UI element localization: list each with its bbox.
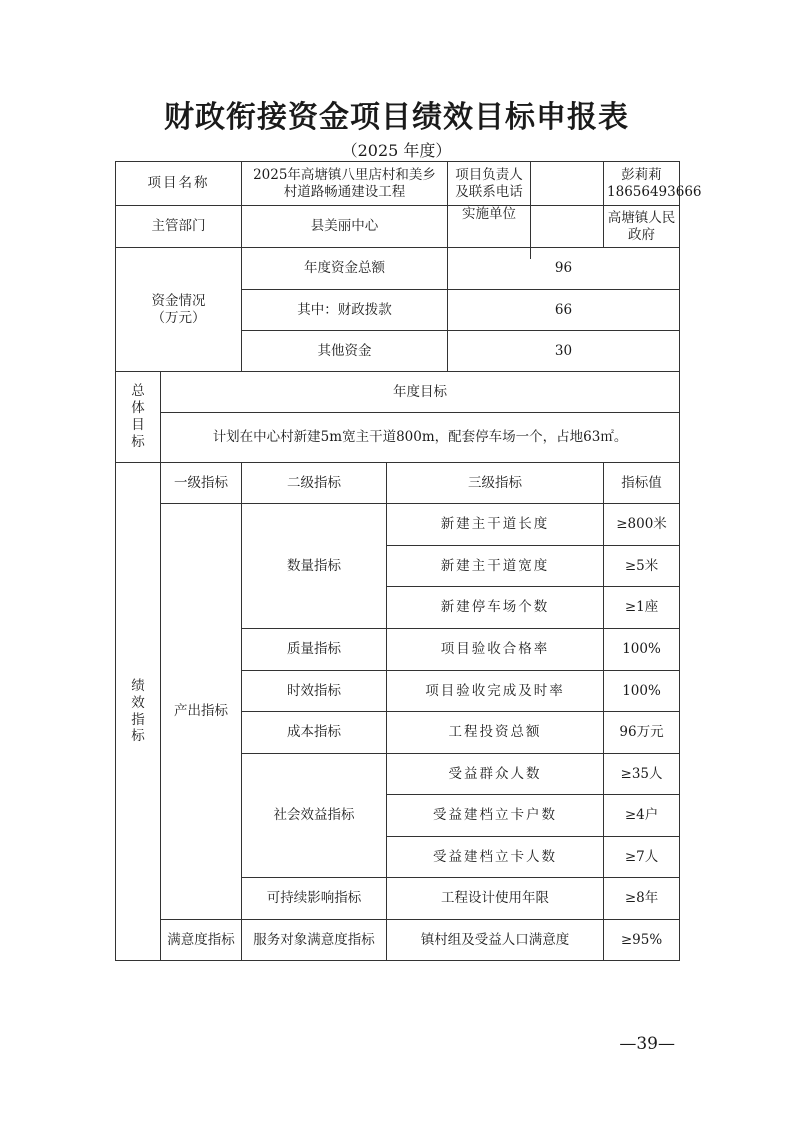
quantity-indicator-label: 数量指标 [242,504,387,629]
funds-item-label: 其他资金 [242,331,448,372]
funds-label-line2: （万元） [151,309,206,326]
funds-item-value: 30 [448,331,680,372]
indicator-name: 新建主干道长度 [387,504,604,546]
indicator-name: 受益群众人数 [387,754,604,795]
department-value: 县美丽中心 [242,206,448,248]
indicator-value: 100% [604,629,680,671]
leader-label-line2: 及联系电话 [455,183,523,200]
funds-item-label: 其中：财政拨款 [242,290,448,331]
indicator-value: ≥4户 [604,795,680,837]
document-title: 财政衔接资金项目绩效目标申报表 [164,100,629,135]
indicator-value: ≥800米 [604,504,680,546]
page-number: —39— [619,1034,675,1054]
overall-label-char: 目 [131,417,145,433]
satisfaction-level1-label: 满意度指标 [161,920,242,961]
indicator-value: ≥1座 [604,587,680,629]
overall-label-char: 标 [131,433,145,450]
performance-label-char: 指 [131,711,145,728]
overall-content: 计划在中心村新建5m宽主干道800m，配套停车场一个，占地63㎡。 [161,413,680,463]
performance-header-row [116,463,680,504]
project-name-line1: 2025年高塘镇八里店村和美乡 [253,166,436,183]
impl-label: 实施单位 [448,194,531,259]
performance-label-char: 绩 [131,677,145,694]
indicator-value: ≥7人 [604,837,680,878]
overall-label-char: 体 [131,400,145,417]
overall-label-char: 总 [131,383,145,400]
leader-label-line1: 项目负责人 [455,166,523,183]
header-level1: 一级指标 [161,463,242,504]
impl-value: 高塘镇人民政府 [604,206,680,248]
performance-form-table [115,161,702,961]
project-name-line2: 村道路畅通建设工程 [283,183,406,200]
overall-header: 年度目标 [161,372,680,413]
funds-item-label: 年度资金总额 [242,248,448,290]
funds-item-value: 66 [448,290,680,331]
social-indicator-label: 社会效益指标 [242,754,387,878]
output-indicator-label: 产出指标 [161,504,242,920]
indicator-row [116,920,680,961]
satisfaction-indicator-label: 服务对象满意度指标 [242,920,387,961]
project-row [116,162,680,206]
performance-label-char: 效 [131,694,145,711]
indicator-name: 工程投资总额 [387,712,604,754]
indicator-value: 96万元 [604,712,680,754]
indicator-name: 项目验收合格率 [387,629,604,671]
funds-row-total [116,248,680,290]
header-level2: 二级指标 [242,463,387,504]
indicator-value: ≥35人 [604,754,680,795]
overall-label [116,372,161,463]
funds-label [116,248,242,372]
indicator-value: ≥95% [604,920,680,961]
indicator-name: 受益建档立卡户数 [387,795,604,837]
indicator-value: 100% [604,671,680,712]
project-name-value [242,162,448,206]
indicator-name: 工程设计使用年限 [387,878,604,920]
project-name-label: 项目名称 [116,162,242,206]
impl-cell [448,206,604,248]
cost-indicator-label: 成本指标 [242,712,387,754]
header-level3: 三级指标 [387,463,604,504]
indicator-name: 新建停车场个数 [387,587,604,629]
overall-content-row [116,413,680,463]
indicator-name: 项目验收完成及时率 [387,671,604,712]
funds-label-line1: 资金情况 [151,292,206,309]
document-year: （2025 年度） [341,141,452,160]
department-label: 主管部门 [116,206,242,248]
leader-phone: 18656493666 [607,183,702,200]
sustain-indicator-label: 可持续影响指标 [242,878,387,920]
indicator-value: ≥5米 [604,546,680,587]
leader-name: 彭莉莉 [621,166,662,183]
department-row [116,206,680,248]
performance-label [116,463,161,961]
overall-header-row [116,372,680,413]
indicator-name: 受益建档立卡人数 [387,837,604,878]
header-value: 指标值 [604,463,680,504]
quality-indicator-label: 质量指标 [242,629,387,671]
indicator-row [116,504,680,546]
indicator-name: 新建主干道宽度 [387,546,604,587]
timeliness-indicator-label: 时效指标 [242,671,387,712]
performance-label-char: 标 [131,728,145,745]
leader-contact [604,162,702,206]
indicator-name: 镇村组及受益人口满意度 [387,920,604,961]
indicator-value: ≥8年 [604,878,680,920]
funds-item-value: 96 [448,248,680,290]
